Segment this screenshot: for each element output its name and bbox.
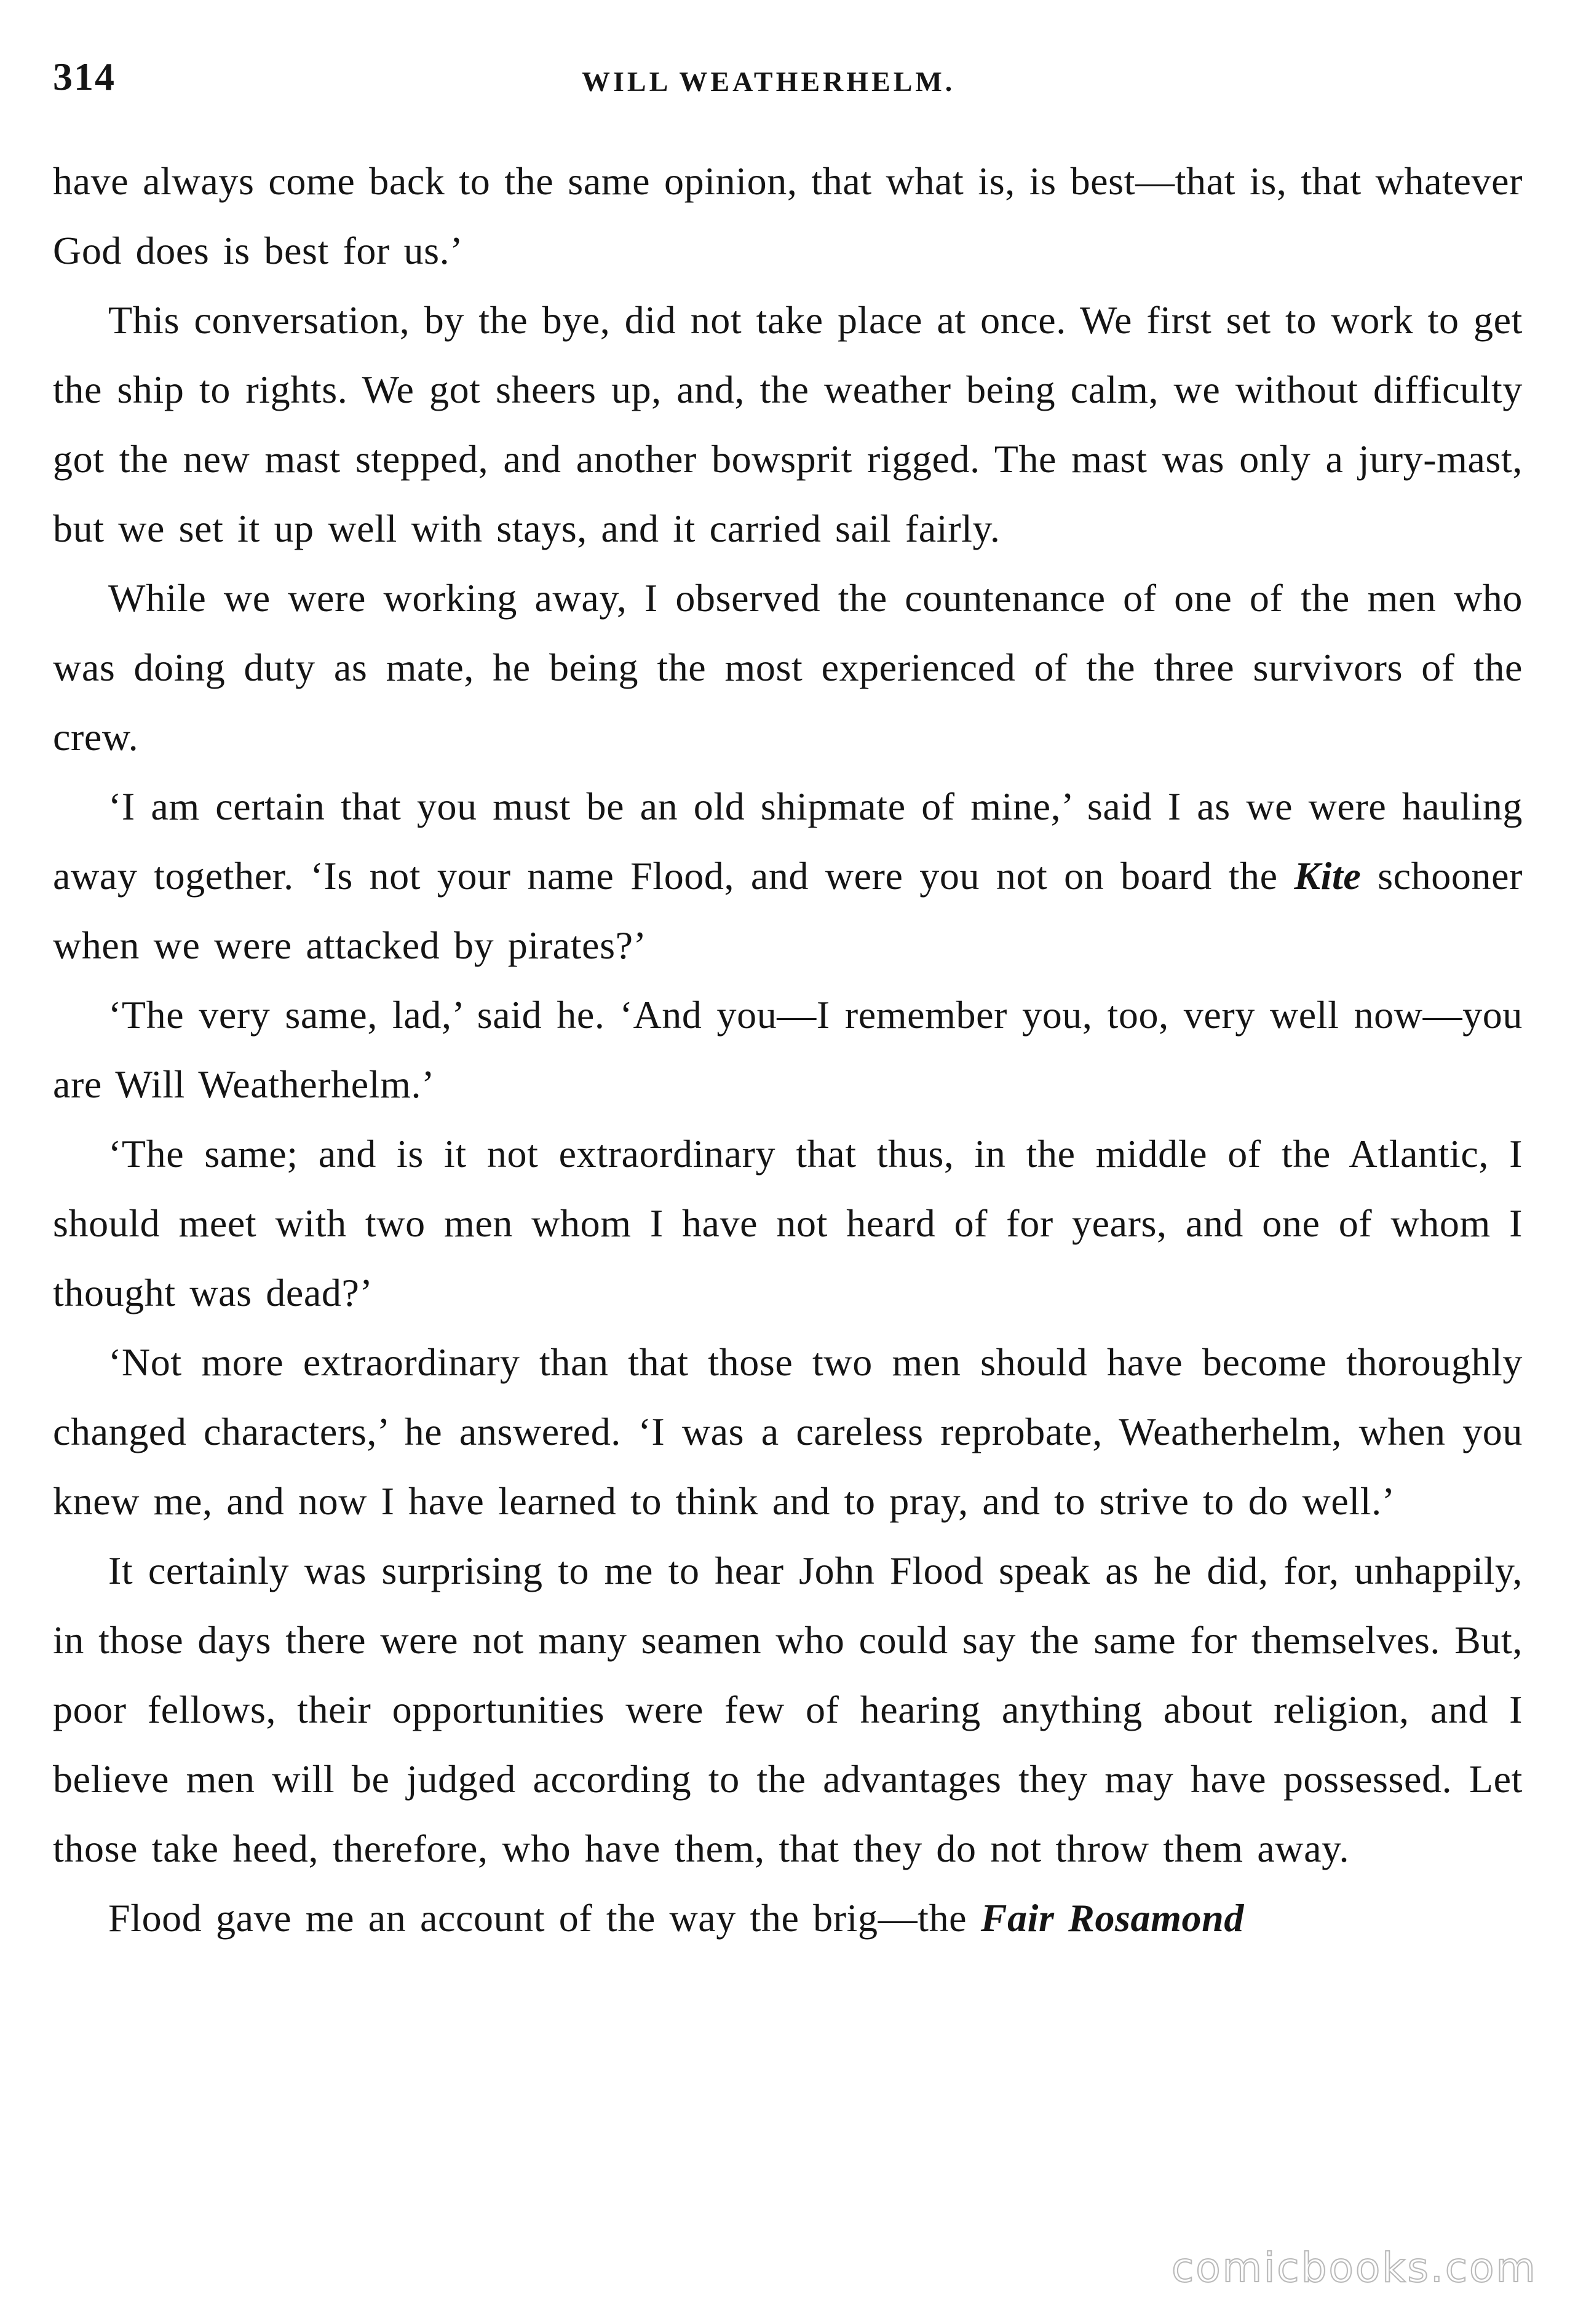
paragraph (53, 1327, 1523, 1536)
italic-title: Kite (1294, 854, 1362, 898)
body-text (53, 146, 1523, 1953)
paragraph (53, 772, 1523, 980)
page-number: 314 (53, 55, 116, 98)
paragraph (53, 285, 1523, 563)
text-run: ‘I am certain that you must be an old shipmate of mine,’ said I as we were hauling away together. ‘Is not your name Flood, and were you not on board the (53, 785, 1523, 898)
paragraph (53, 980, 1523, 1119)
text-run: Flood gave me an account of the way the brig—the (108, 1896, 981, 1940)
watermark: comicbooks.com (1172, 2244, 1537, 2291)
text-run: ‘Not more extraordinary than that those two men should have become thoroughly changed characters,’ he answered. ‘I was a careless reprobate, Weatherhelm, when you knew me, and now I have learned to think and to pray, and to strive to do well.’ (53, 1340, 1523, 1523)
paragraph (53, 146, 1523, 285)
text-run: It certainly was surprising to me to hear John Flood speak as he did, for, unhappily, in those days there were not many seamen who could say the same for themselves. But, poor fellows, their opportunities were few of hearing anything about religion, and I believe men will be judged according to the advantages they may have possessed. Let those take heed, therefore, who have them, that they do not throw them away. (53, 1549, 1523, 1870)
paragraph (53, 1883, 1523, 1953)
text-run: ‘The very same, lad,’ said he. ‘And you—I remember you, too, very well now—you are Will Weatherhelm.’ (53, 993, 1523, 1106)
running-title: WILL WEATHERHELM. (582, 66, 956, 97)
paragraph (53, 1119, 1523, 1327)
italic-title: Fair Rosamond (980, 1896, 1244, 1940)
paragraph (53, 1536, 1523, 1883)
text-run: have always come back to the same opinion, that what is, is best—that is, that whatever God does is best for us.’ (53, 159, 1523, 272)
text-run: While we were working away, I observed the countenance of one of the men who was doing duty as mate, he being the most experienced of the three survivors of the crew. (53, 576, 1523, 759)
running-head (53, 54, 1541, 109)
text-run: This conversation, by the bye, did not take place at once. We first set to work to get the ship to rights. We got sheers up, and, the weather being calm, we without difficulty got the new mast stepped, and another bowsprit rigged. The mast was only a jury-mast, but we set it up well with stays, and it carried sail fairly. (53, 298, 1523, 550)
paragraph (53, 563, 1523, 772)
text-run: ‘The same; and is it not extraordinary that thus, in the middle of the Atlantic, I should meet with two men whom I have not heard of for years, and one of whom I thought was dead?’ (53, 1132, 1523, 1314)
text-run: schooner when we were attacked by pirates?’ (53, 854, 1523, 967)
